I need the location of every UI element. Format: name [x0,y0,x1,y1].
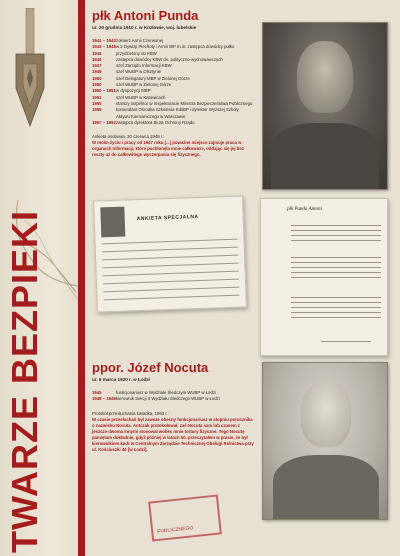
person1-portrait-photo [262,22,388,190]
list-item: 1950 – 1951w dyspozycji MBP [92,88,151,94]
document-photo [100,207,125,238]
person1-career-list [92,38,262,126]
list-item: 1945 funkcjonariusz w Wydziale Śledczym WUBP w Łodzi [92,390,216,395]
person1-born: ur. 20 grudnia 1910 r. w Kozłowie, woj. lubelskie [92,25,197,30]
list-item: 1955 komendant Ośrodka Szkolenia KdsBP i dyrektor Wyższej Szkoły [92,107,239,113]
list-item: 1957 – 1962zastępca dyrektora Biura Ochrony Rządu [92,119,195,125]
document-opinion [260,198,388,356]
person1-quote: W moim życiu i pracy od 1947 roku [...] poważne miejsce zajmuje praca w organach Informacji, które pochłonęła mnie całkowicie, oddając się jej bez reszty aż do całkowitego wyczerpania się fizycznego. [92,140,244,158]
stamp-text: FUBLICZNEGO [156,525,194,535]
badge-icon [14,8,46,128]
list-item: 1951 szef WUBP w Katowicach [92,94,166,100]
person2-name: ppor. Józef Nocuta [92,360,209,375]
document-heading: płk Punda Antoni [287,207,322,212]
list-item: 1948 – 1949kierownik Sekcji II Wydziału Śledczego WUBP w Łodzi [92,396,220,402]
list-item: 1950 szef Delegatury MBP w Zielonej Górze [92,75,190,81]
list-item: 1950 szef WUBP w Zielonej Górze [92,82,172,88]
person1-name: płk Antoni Punda [92,8,199,23]
document-heading: ANKIETA SPECJALNA [136,213,199,223]
list-item: Aktywu Kierowniczego w Warszawie [116,113,186,119]
list-item: 1955 starszy inspektor w Inspektoracie Ministra Bezpieczeństwa Publicznego [92,100,253,106]
list-item: 1947 szef Zarządu Informacji KBW [92,63,172,69]
person2-section [92,360,262,453]
person1-quote-intro: Ankieta osobowa, 20 czerwca 1949 r.: [92,134,165,140]
side-title: TWARZE BEZPIEKI [4,209,45,553]
stamp [148,494,222,541]
list-item: 1949 szef WUBP w Olsztynie [92,69,162,75]
list-item: 1945 przydzielony do KBW [92,50,157,56]
document-ankieta-specjalna [93,195,247,312]
person2-career-list [92,390,262,403]
list-item: 1943 – 1945w 2 Dywizji Piechoty i Armii WP m.in. zastępca dowódcy pułku [92,44,235,50]
jacket-shape [273,455,379,519]
portrait-face [301,381,351,447]
red-divider-bar [78,0,85,556]
person1-section [92,8,262,158]
person2-quote-intro: Protokół przesłuchania świadka, 1993 r.: [92,410,169,416]
list-item: 1941 – 1943żołnierz Armii Czerwonej [92,38,164,43]
uniform-shape [271,123,379,189]
person2-born: ur. 6 marca 1920 r. w Łodzi [92,377,150,382]
person2-portrait-photo [262,362,388,520]
portrait-face [297,41,353,113]
person2-quote: W czasie przesłuchań był zawsze obecny funkcjonariusz w stopniu porucznika o nazwisku Nocuta. Antczak protokołował, zaś Nocuta sam lub czasem z jeszcze dwoma innymi stosował wobec mnie tortury fizyczne. Tego Nocutę pamiętam dokładnie, gdyż później w latach 50. przeczytałem w prasie, że był kierownikiem kadr w Centralnym Zarządzie Technicznej Obsługi Rolnictwa przy ul. Kościuszki 46 [w Łodzi]. [92,416,254,452]
list-item: 1946 zastępca dowódcy KBW ds. polityczno-wychowawczych [92,56,223,62]
